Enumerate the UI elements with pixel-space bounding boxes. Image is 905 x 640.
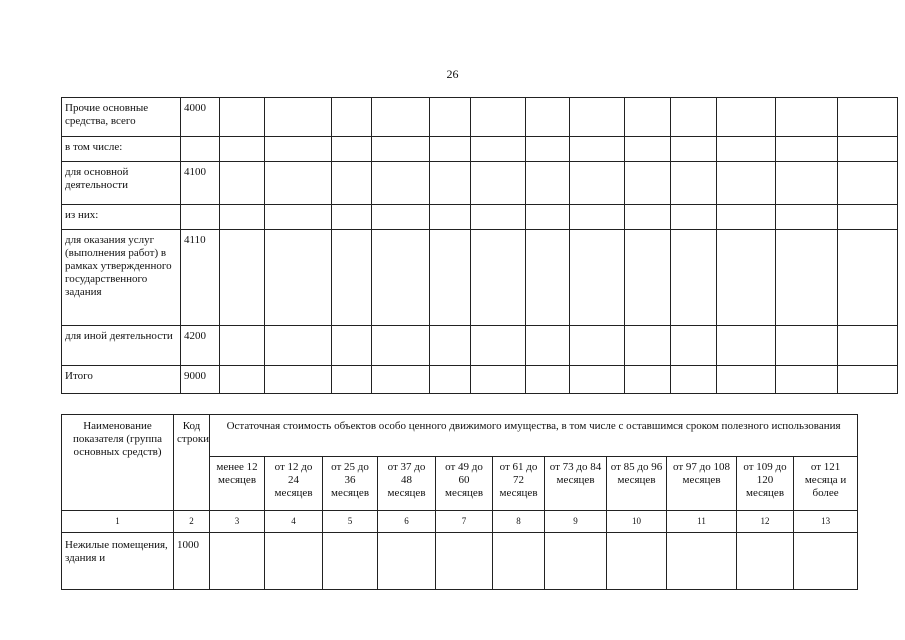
empty-cell — [838, 366, 898, 394]
empty-cell — [570, 137, 625, 162]
empty-cell — [671, 366, 717, 394]
empty-cell — [265, 162, 332, 205]
empty-cell — [526, 162, 570, 205]
empty-cell — [220, 326, 265, 366]
empty-cell — [776, 98, 838, 137]
empty-cell — [471, 366, 526, 394]
row-name: Нежилые помещения, здания и — [62, 533, 174, 590]
empty-cell — [776, 366, 838, 394]
empty-cell — [526, 205, 570, 230]
empty-cell — [667, 533, 737, 590]
empty-cell — [717, 137, 776, 162]
row-name: для иной деятельности — [62, 326, 181, 366]
empty-cell — [625, 366, 671, 394]
empty-cell — [220, 162, 265, 205]
empty-cell — [372, 98, 430, 137]
column-number: 8 — [493, 511, 545, 533]
empty-cell — [372, 230, 430, 326]
header-period: от 61 до 72 месяцев — [493, 457, 545, 511]
empty-cell — [430, 230, 471, 326]
empty-cell — [794, 533, 858, 590]
empty-cell — [372, 137, 430, 162]
empty-cell — [430, 98, 471, 137]
table-row — [62, 230, 898, 326]
column-number: 1 — [62, 511, 174, 533]
empty-cell — [838, 162, 898, 205]
header-period: от 109 до 120 месяцев — [737, 457, 794, 511]
empty-cell — [671, 162, 717, 205]
empty-cell — [430, 326, 471, 366]
empty-cell — [717, 162, 776, 205]
empty-cell — [220, 230, 265, 326]
empty-cell — [526, 366, 570, 394]
empty-cell — [332, 137, 372, 162]
empty-cell — [776, 162, 838, 205]
column-number: 5 — [323, 511, 378, 533]
empty-cell — [493, 533, 545, 590]
column-number: 9 — [545, 511, 607, 533]
empty-cell — [838, 230, 898, 326]
empty-cell — [625, 230, 671, 326]
empty-cell — [570, 366, 625, 394]
valuable-property-table — [61, 414, 858, 590]
row-code: 4110 — [181, 230, 220, 326]
row-code: 1000 — [174, 533, 210, 590]
empty-cell — [332, 230, 372, 326]
empty-cell — [471, 326, 526, 366]
empty-cell — [625, 137, 671, 162]
empty-cell — [737, 533, 794, 590]
empty-cell — [625, 205, 671, 230]
empty-cell — [471, 230, 526, 326]
empty-cell — [220, 366, 265, 394]
empty-cell — [436, 533, 493, 590]
empty-cell — [776, 326, 838, 366]
column-number: 3 — [210, 511, 265, 533]
empty-cell — [265, 137, 332, 162]
empty-cell — [265, 533, 323, 590]
empty-cell — [671, 137, 717, 162]
column-number: 12 — [737, 511, 794, 533]
header-period: менее 12 месяцев — [210, 457, 265, 511]
empty-cell — [323, 533, 378, 590]
table-row — [62, 326, 898, 366]
empty-cell — [717, 326, 776, 366]
empty-cell — [776, 230, 838, 326]
empty-cell — [838, 98, 898, 137]
header-period: от 97 до 108 месяцев — [667, 457, 737, 511]
empty-cell — [570, 230, 625, 326]
empty-cell — [372, 205, 430, 230]
column-number: 10 — [607, 511, 667, 533]
empty-cell — [430, 137, 471, 162]
column-number: 2 — [174, 511, 210, 533]
column-number: 7 — [436, 511, 493, 533]
table-row — [62, 205, 898, 230]
fixed-assets-table — [61, 97, 898, 394]
empty-cell — [332, 98, 372, 137]
header-period: от 121 месяца и более — [794, 457, 858, 511]
row-code: 4200 — [181, 326, 220, 366]
empty-cell — [471, 162, 526, 205]
column-number: 11 — [667, 511, 737, 533]
empty-cell — [220, 98, 265, 137]
empty-cell — [838, 137, 898, 162]
row-name: для оказания услуг (выполнения работ) в рамках утвержденного государственного задания — [62, 230, 181, 326]
empty-cell — [378, 533, 436, 590]
row-code: 4000 — [181, 98, 220, 137]
row-name: из них: — [62, 205, 181, 230]
empty-cell — [526, 137, 570, 162]
page-number: 26 — [446, 67, 459, 81]
header-period: от 12 до 24 месяцев — [265, 457, 323, 511]
empty-cell — [526, 98, 570, 137]
empty-cell — [776, 137, 838, 162]
header-residual-value-title: Остаточная стоимость объектов особо ценного движимого имущества, в том числе с оставшимся сроком полезного использования — [210, 415, 858, 457]
empty-cell — [717, 366, 776, 394]
empty-cell — [717, 98, 776, 137]
empty-cell — [265, 326, 332, 366]
empty-cell — [332, 366, 372, 394]
empty-cell — [372, 162, 430, 205]
empty-cell — [265, 98, 332, 137]
empty-cell — [372, 366, 430, 394]
empty-cell — [430, 205, 471, 230]
empty-cell — [570, 205, 625, 230]
table-row — [62, 137, 898, 162]
empty-cell — [430, 366, 471, 394]
empty-cell — [265, 205, 332, 230]
header-period: от 25 до 36 месяцев — [323, 457, 378, 511]
empty-cell — [838, 205, 898, 230]
header-period: от 37 до 48 месяцев — [378, 457, 436, 511]
row-code: 4100 — [181, 162, 220, 205]
table-row — [62, 98, 898, 137]
header-period: от 73 до 84 месяцев — [545, 457, 607, 511]
row-name: в том числе: — [62, 137, 181, 162]
empty-cell — [210, 533, 265, 590]
empty-cell — [671, 230, 717, 326]
empty-cell — [332, 162, 372, 205]
empty-cell — [526, 326, 570, 366]
empty-cell — [545, 533, 607, 590]
header-indicator-name: Наименование показателя (группа основных средств) — [62, 415, 174, 511]
table-row — [62, 533, 858, 590]
row-code — [181, 205, 220, 230]
column-number: 4 — [265, 511, 323, 533]
empty-cell — [838, 326, 898, 366]
empty-cell — [220, 205, 265, 230]
header-row-code: Код строки — [174, 415, 210, 511]
empty-cell — [265, 366, 332, 394]
table-row — [62, 366, 898, 394]
empty-cell — [625, 98, 671, 137]
empty-cell — [625, 162, 671, 205]
empty-cell — [220, 137, 265, 162]
row-name: Прочие основные средства, всего — [62, 98, 181, 137]
row-code — [181, 137, 220, 162]
row-name: Итого — [62, 366, 181, 394]
header-period: от 85 до 96 месяцев — [607, 457, 667, 511]
header-period: от 49 до 60 месяцев — [436, 457, 493, 511]
empty-cell — [471, 98, 526, 137]
column-number: 13 — [794, 511, 858, 533]
row-name: для основной деятельности — [62, 162, 181, 205]
empty-cell — [671, 326, 717, 366]
empty-cell — [717, 205, 776, 230]
empty-cell — [671, 98, 717, 137]
empty-cell — [671, 205, 717, 230]
table-row — [62, 162, 898, 205]
empty-cell — [625, 326, 671, 366]
empty-cell — [332, 326, 372, 366]
empty-cell — [526, 230, 570, 326]
empty-cell — [332, 205, 372, 230]
empty-cell — [776, 205, 838, 230]
empty-cell — [717, 230, 776, 326]
empty-cell — [607, 533, 667, 590]
empty-cell — [570, 162, 625, 205]
empty-cell — [570, 326, 625, 366]
row-code: 9000 — [181, 366, 220, 394]
empty-cell — [430, 162, 471, 205]
empty-cell — [570, 98, 625, 137]
empty-cell — [471, 205, 526, 230]
empty-cell — [265, 230, 332, 326]
empty-cell — [471, 137, 526, 162]
empty-cell — [372, 326, 430, 366]
column-number: 6 — [378, 511, 436, 533]
